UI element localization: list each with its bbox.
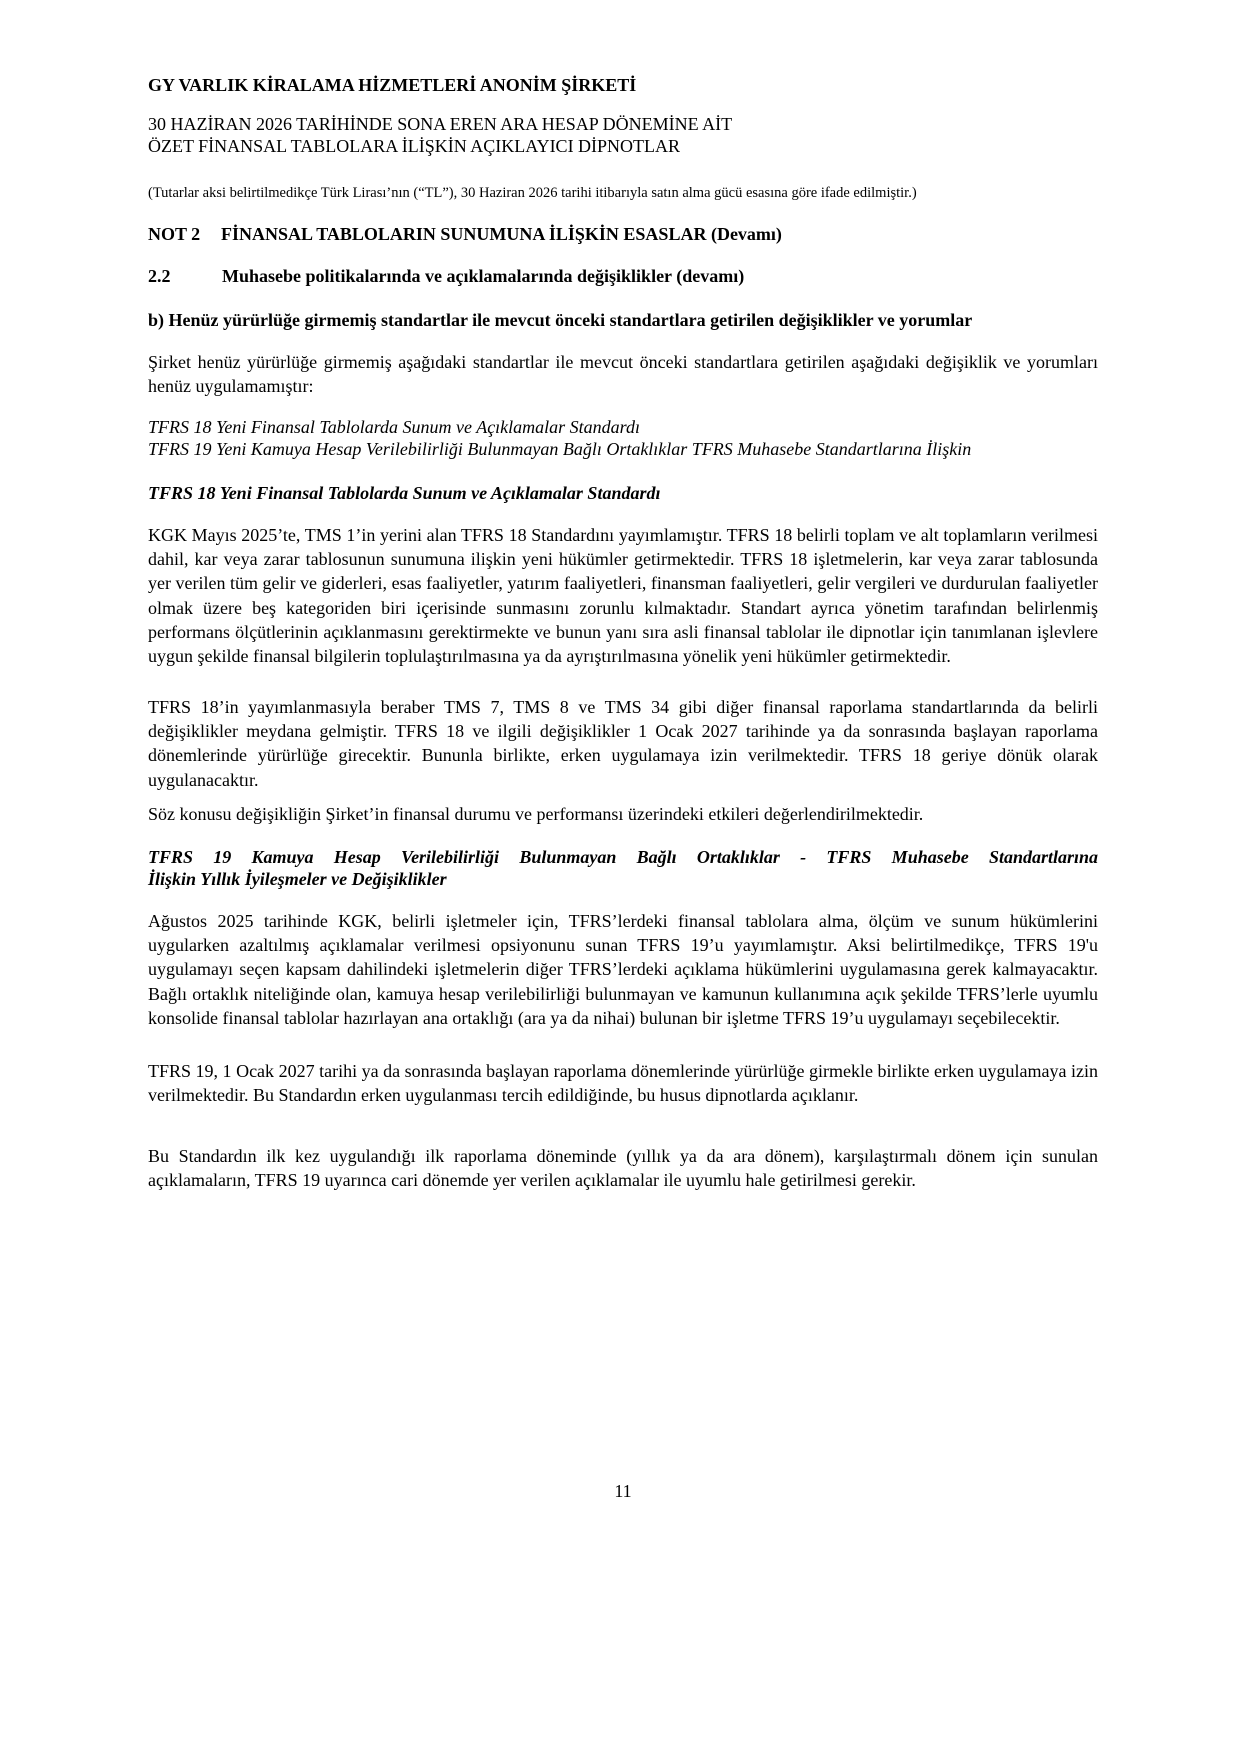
section-heading <box>148 264 744 288</box>
currency-note: (Tutarlar aksi belirtilmedikçe Türk Lirası’nın (“TL”), 30 Haziran 2026 tarihi itibarıyla satın alma gücü esasına göre ifade edilmiştir.) <box>148 185 917 201</box>
document-title-line2: ÖZET FİNANSAL TABLOLARA İLİŞKİN AÇIKLAYICI DİPNOTLAR <box>148 136 681 156</box>
standards-list-item-2: TFRS 19 Yeni Kamuya Hesap Verilebilirliği Bulunmayan Bağlı Ortaklıklar TFRS Muhasebe Standartlarına İlişkin <box>148 439 972 459</box>
tfrs18-heading: TFRS 18 Yeni Finansal Tablolarda Sunum ve Açıklamalar Standardı <box>148 483 661 503</box>
company-name: GY VARLIK KİRALAMA HİZMETLERİ ANONİM ŞİRKETİ <box>148 75 637 95</box>
section-title: Muhasebe politikalarında ve açıklamalarında değişiklikler (devamı) <box>222 266 745 286</box>
subsection-b-intro: Şirket henüz yürürlüğe girmemiş aşağıdaki standartlar ile mevcut önceki standartlara getirilen aşağıdaki değişiklik ve yorumları henüz uygulamamıştır: <box>148 352 1098 397</box>
tfrs19-heading-line1: TFRS 19 Kamuya Hesap Verilebilirliği Bulunmayan Bağlı Ortaklıklar - TFRS Muhasebe Standartlarına <box>148 847 1098 867</box>
page-number: 11 <box>614 1481 632 1501</box>
note-heading <box>148 222 782 246</box>
tfrs19-paragraph-3: Bu Standardın ilk kez uygulandığı ilk raporlama döneminde (yıllık ya da ara dönem), karşılaştırmalı dönem için sunulan açıklamaların, TFRS 19 uyarınca cari dönemde yer verilen açıklamalar ile uyumlu hale getirilmesi gerekir. <box>148 1146 1098 1191</box>
tfrs18-paragraph-3: Söz konusu değişikliğin Şirket’in finansal durumu ve performansı üzerindeki etkileri değerlendirilmektedir. <box>148 804 924 824</box>
tfrs18-paragraph-2: TFRS 18’in yayımlanmasıyla beraber TMS 7, TMS 8 ve TMS 34 gibi diğer finansal raporlama standartlarında da belirli değişiklikler meydana gelmiştir. TFRS 18 ve ilgili değişiklikler 1 Ocak 2027 tarihinde ya da sonrasında başlayan raporlama dönemlerinde yürürlüğe girecektir. Bununla birlikte, erken uygulamaya izin verilmektedir. TFRS 18 geriye dönük olarak uygulanacaktır. <box>148 697 1098 790</box>
subsection-b-title: b) Henüz yürürlüğe girmemiş standartlar ile mevcut önceki standartlara getirilen değişiklikler ve yorumlar <box>148 310 973 330</box>
tfrs19-heading-line2: İlişkin Yıllık İyileşmeler ve Değişiklikler <box>148 869 447 889</box>
note-title: FİNANSAL TABLOLARIN SUNUMUNA İLİŞKİN ESASLAR (Devamı) <box>221 224 782 244</box>
tfrs19-paragraph-2: TFRS 19, 1 Ocak 2027 tarihi ya da sonrasında başlayan raporlama dönemlerinde yürürlüğe girmekle birlikte erken uygulamaya izin verilmektedir. Bu Standardın erken uygulanması tercih edildiğinde, bu husus dipnotlarda açıklanır. <box>148 1061 1098 1106</box>
document-title-line1: 30 HAZİRAN 2026 TARİHİNDE SONA EREN ARA HESAP DÖNEMİNE AİT <box>148 114 733 134</box>
document-page <box>148 0 1098 1754</box>
tfrs18-paragraph-1: KGK Mayıs 2025’te, TMS 1’in yerini alan TFRS 18 Standardını yayımlamıştır. TFRS 18 belirli toplam ve alt toplamların verilmesi dahil, kar veya zarar tablosunun sunumuna ilişkin yeni hükümler getirmektedir. TFRS 18 işletmelerin, kar veya zarar tablosunda yer verilen tüm gelir ve giderleri, esas faaliyetler, yatırım faaliyetleri, finansman faaliyetleri, gelir vergileri ve durdurulan faaliyetler olmak üzere beş kategoriden biri içerisinde sunmasını zorunlu kılmaktadır. Standart ayrıca yönetim tarafından belirlenmiş performans ölçütlerinin açıklanmasını gerektirmekte ve bunun yanı sıra asli finansal tablolar ile dipnotlar için tanımlanan işlevlere uygun şekilde finansal bilgilerin toplulaştırılmasına ya da ayrıştırılmasına yönelik yeni hükümler getirmektedir. <box>148 525 1098 667</box>
standards-list-item-1: TFRS 18 Yeni Finansal Tablolarda Sunum ve Açıklamalar Standardı <box>148 417 641 437</box>
tfrs19-paragraph-1: Ağustos 2025 tarihinde KGK, belirli işletmeler için, TFRS’lerdeki finansal tablolara alma, ölçüm ve sunum hükümlerini uygularken azaltılmış açıklamalar verilmesi opsiyonunu sunan TFRS 19’u yayımlamıştır. Aksi belirtilmedikçe, TFRS 19'u uygulamayı seçen kapsam dahilindeki işletmelerin diğer TFRS’lerdeki açıklama hükümlerini uygulamasına gerek kalmayacaktır. Bağlı ortaklık niteliğinde olan, kamuya hesap verilebilirliği bulunmayan ve kamunun kullanımına açık şekilde TFRS’lerle uyumlu konsolide finansal tablolar hazırlayan ana ortaklığı (ara ya da nihai) bulunan bir işletme TFRS 19’u uygulamayı seçebilecektir. <box>148 911 1098 1028</box>
section-number: 2.2 <box>148 266 171 286</box>
note-number: NOT 2 <box>148 224 201 244</box>
